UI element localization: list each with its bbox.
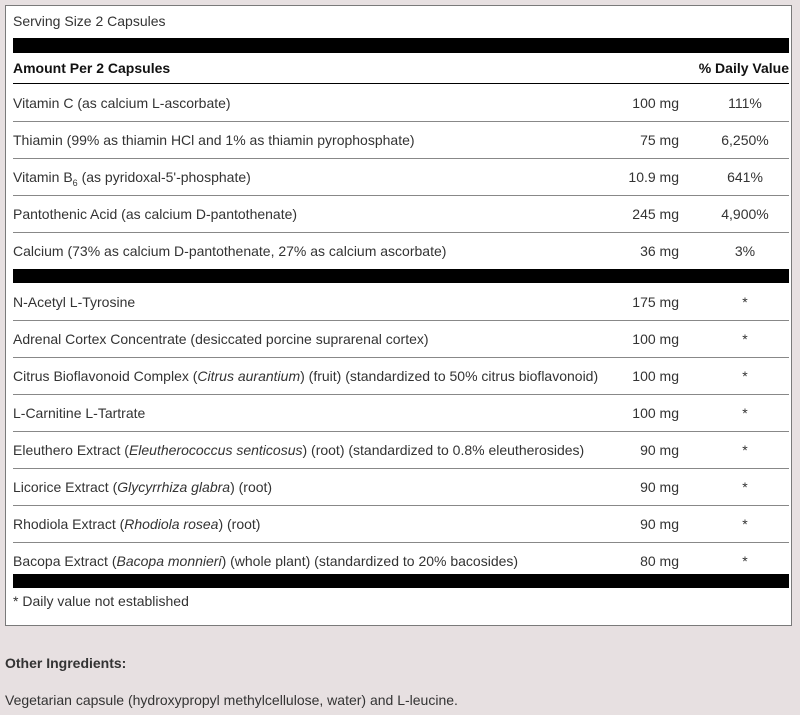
thick-divider-top: [13, 38, 789, 53]
table-row: [13, 468, 789, 506]
table-row: [13, 195, 789, 233]
ingredient-dv: *: [742, 368, 748, 384]
ingredient-dv: *: [742, 479, 748, 495]
table-row: [13, 357, 789, 395]
nutrient-amount: 245 mg: [632, 206, 679, 222]
nutrient-amount: 10.9 mg: [628, 169, 679, 185]
nutrient-dv: 3%: [734, 243, 756, 259]
ingredient-name: L-Carnitine L-Tartrate: [13, 405, 146, 421]
ingredient-name: Rhodiola Extract (Rhodiola rosea) (root): [13, 516, 261, 532]
ingredient-amount: 100 mg: [632, 405, 679, 421]
nutrient-dv: 6,250%: [721, 132, 769, 148]
table-row: [13, 320, 789, 358]
ingredient-dv: *: [742, 553, 748, 569]
nutrient-amount: 100 mg: [632, 95, 679, 111]
ingredient-dv: *: [742, 442, 748, 458]
nutrient-amount: 75 mg: [640, 132, 679, 148]
nutrient-dv: 641%: [727, 169, 763, 185]
thick-divider-bottom: [13, 574, 789, 588]
other-ingredients-title: Other Ingredients:: [5, 655, 127, 671]
ingredient-name: Licorice Extract (Glycyrrhiza glabra) (root): [13, 479, 273, 495]
ingredient-amount: 90 mg: [640, 479, 679, 495]
nutrient-name: Vitamin $B_6$ (as pyridoxal-5'-phosphate): [13, 169, 251, 188]
ingredient-name: Bacopa Extract (Bacopa monnieri) (whole plant) (standardized to 20% bacosides): [13, 553, 519, 569]
nutrient-dv: 4,900%: [721, 206, 769, 222]
ingredient-amount: 175 mg: [632, 294, 679, 310]
ingredient-amount: 90 mg: [640, 516, 679, 532]
daily-value-label: % Daily Value: [698, 60, 789, 76]
serving-size: Serving Size 2 Capsules: [13, 13, 166, 29]
supplement-facts-panel: [5, 5, 792, 626]
table-row: [13, 121, 789, 159]
ingredient-dv: *: [742, 405, 748, 421]
nutrient-amount: 36 mg: [640, 243, 679, 259]
nutrient-name: Vitamin C (as calcium L-ascorbate): [13, 95, 231, 111]
ingredient-name: N-Acetyl L-Tyrosine: [13, 294, 136, 310]
ingredient-dv: *: [742, 516, 748, 532]
ingredient-name: Eleuthero Extract (Eleutherococcus senticosus) (root) (standardized to 0.8% eleutherosides): [13, 442, 585, 458]
daily-value-footnote: * Daily value not established: [13, 593, 189, 609]
ingredient-name: Citrus Bioflavonoid Complex (Citrus aurantium) (fruit) (standardized to 50% citrus bioflavonoid): [13, 368, 599, 384]
table-row: [13, 283, 789, 321]
table-row: [13, 158, 789, 196]
ingredient-amount: 80 mg: [640, 553, 679, 569]
thick-divider-middle: [13, 269, 789, 283]
table-row: [13, 84, 789, 122]
table-row: [13, 431, 789, 469]
nutrient-name: Calcium (73% as calcium D-pantothenate, 27% as calcium ascorbate): [13, 243, 447, 259]
ingredient-amount: 100 mg: [632, 331, 679, 347]
ingredient-name: Adrenal Cortex Concentrate (desiccated porcine suprarenal cortex): [13, 331, 429, 347]
amount-per-serving-label: Amount Per 2 Capsules: [13, 60, 171, 76]
table-row: [13, 505, 789, 543]
ingredient-amount: 100 mg: [632, 368, 679, 384]
ingredient-dv: *: [742, 331, 748, 347]
other-ingredients-text: Vegetarian capsule (hydroxypropyl methylcellulose, water) and L-leucine.: [5, 692, 458, 708]
table-row: [13, 232, 789, 269]
nutrient-dv: 111%: [728, 95, 762, 111]
ingredient-amount: 90 mg: [640, 442, 679, 458]
table-row: [13, 394, 789, 432]
nutrient-name: Pantothenic Acid (as calcium D-pantothenate): [13, 206, 298, 222]
table-header: [13, 53, 789, 84]
ingredient-dv: *: [742, 294, 748, 310]
nutrient-name: Thiamin (99% as thiamin HCl and 1% as thiamin pyrophosphate): [13, 132, 415, 148]
